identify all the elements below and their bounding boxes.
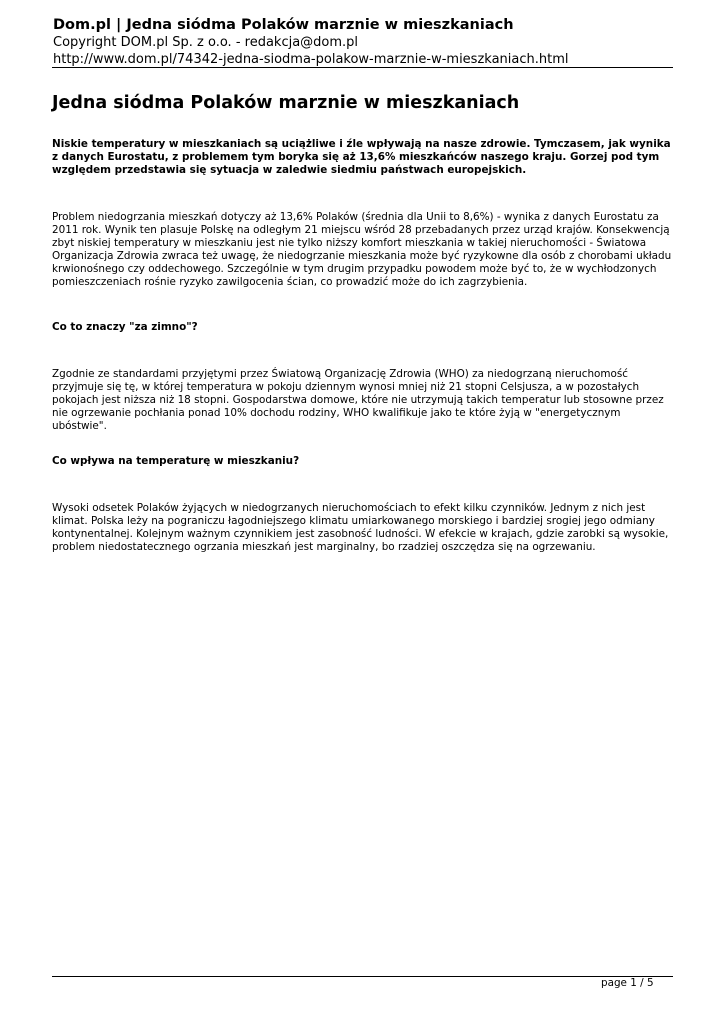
article-lead: Niskie temperatury w mieszkaniach są uciążliwe i źle wpływają na nasze zdrowie. Tymczasem, jak wynika z danych Eurostatu, z problemem tym boryka się aż 13,6% mieszkańców naszego kraju. Gorzej pod tym względem przedstawia się sytuacja w zaledwie siedmiu państwach europejskich. bbox=[52, 138, 671, 176]
copyright-line: Copyright DOM.pl Sp. z o.o. - redakcja@dom.pl bbox=[53, 35, 359, 50]
footer-divider bbox=[52, 976, 673, 977]
source-url: http://www.dom.pl/74342-jedna-siodma-polakow-marznie-w-mieszkaniach.html bbox=[53, 52, 569, 67]
section-heading-1: Co to znaczy "za zimno"? bbox=[52, 321, 198, 333]
article-paragraph-2: Zgodnie ze standardami przyjętymi przez Światową Organizację Zdrowia (WHO) za niedogrzaną nieruchomość przyjmuje się tę, w której temperatura w pokoju dziennym wynosi mniej niż 21 stopni Celsjusza, a w pozostałych pokojach jest niższa niż 18 stopni. Gospodarstwa domowe, które nie utrzymują takich temperatur lub stosowne przez nie ogrzewanie pochłania ponad 10% dochodu rodziny, WHO kwalifikuje jako te które żyją w "energetycznym ubóstwie". bbox=[52, 368, 664, 432]
page-number: page 1 / 5 bbox=[601, 977, 654, 989]
document-header bbox=[53, 16, 673, 68]
site-title: Dom.pl | Jedna siódma Polaków marznie w mieszkaniach bbox=[53, 17, 514, 33]
article-paragraph-1: Problem niedogrzania mieszkań dotyczy aż 13,6% Polaków (średnia dla Unii to 8,6%) - wynika z danych Eurostatu za 2011 rok. Wynik ten plasuje Polskę na odległym 21 miejscu wśród 28 przebadanych przez urząd krajów. Konsekwencją zbyt niskiej temperatury w mieszkaniu jest nie tylko niższy komfort mieszkania w takiej nieruchomości - Światowa Organizacja Zdrowia zwraca też uwagę, że niedogrzanie mieszkania może być ryzykowne dla osób z chorobami układu krwionośnego czy oddechowego. Szczególnie w tym drugim przypadku powodem może być to, że w wychłodzonych pomieszczeniach rośnie ryzyko zawilgocenia ścian, co prowadzić może do ich zagrzybienia. bbox=[52, 211, 672, 288]
article-paragraph-3: Wysoki odsetek Polaków żyjących w niedogrzanych nieruchomościach to efekt kilku czynników. Jednym z nich jest klimat. Polska leży na pograniczu łagodniejszego klimatu umiarkowanego morskiego i bardziej srogiej jego odmiany kontynentalnej. Kolejnym ważnym czynnikiem jest zasobność ludności. W efekcie w krajach, gdzie zarobki są wysokie, problem niedostatecznego ogrzania mieszkań jest marginalny, bo rzadziej oszczędza się na ogrzewaniu. bbox=[52, 502, 669, 553]
section-heading-2: Co wpływa na temperaturę w mieszkaniu? bbox=[52, 455, 300, 467]
header-divider bbox=[52, 67, 673, 68]
article-title: Jedna siódma Polaków marznie w mieszkaniach bbox=[52, 93, 520, 113]
